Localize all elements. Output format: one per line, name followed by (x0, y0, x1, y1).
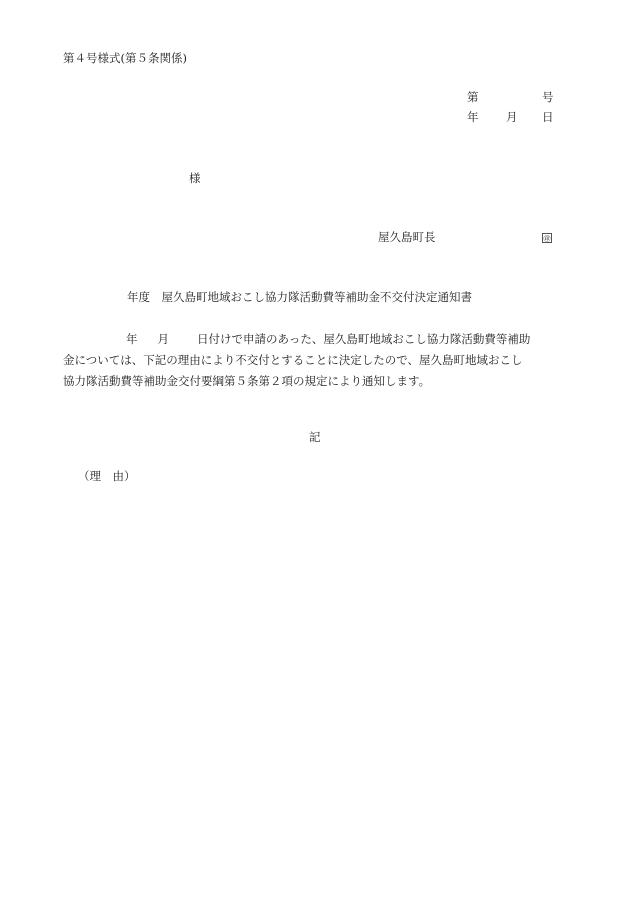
body-paragraph (63, 329, 583, 392)
date-year: 年 (467, 110, 479, 124)
seal-icon: ㊞ (543, 235, 551, 243)
reason-label: （理 由） (78, 469, 136, 483)
addressee-suffix: 様 (189, 171, 201, 185)
body-line-1-text: 日付けで申請のあった、屋久島町地域おこし協力隊活動費等補助 (197, 332, 531, 346)
ref-number-prefix: 第 (467, 90, 479, 104)
ki-heading: 記 (309, 430, 321, 444)
date-day: 日 (542, 110, 554, 124)
seal-mark (542, 232, 552, 244)
body-line-1 (63, 329, 583, 350)
issuer-name: 屋久島町長 (378, 230, 436, 244)
body-month: 月 (157, 332, 169, 346)
body-line-3: 協力隊活動費等補助金交付要綱第５条第２項の規定により通知します。 (63, 374, 431, 388)
document-title: 年度 屋久島町地域おこし協力隊活動費等補助金不交付決定通知書 (127, 290, 472, 304)
date-month: 月 (506, 110, 518, 124)
ref-number-suffix: 号 (542, 90, 554, 104)
body-line-2: 金については、下記の理由により不交付とすることに決定したので、屋久島町地域おこし (63, 353, 523, 367)
body-year: 年 (126, 332, 138, 346)
form-label: 第４号様式(第５条関係) (63, 51, 187, 65)
